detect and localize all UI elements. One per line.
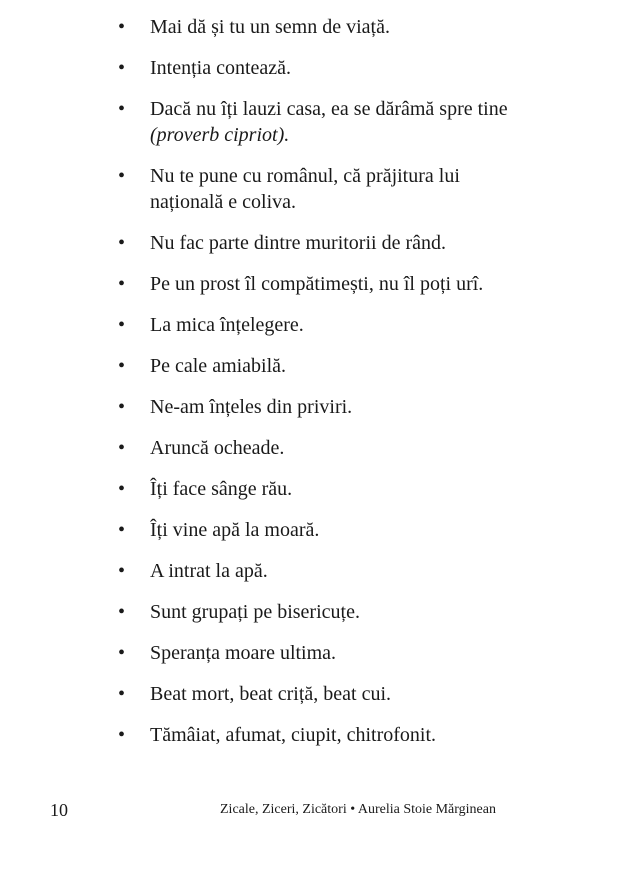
saying-text: Nu fac parte dintre muritorii de rând.: [150, 232, 446, 254]
bullet-icon: •: [118, 396, 126, 418]
saying-text: Ne-am înțeles din priviri.: [150, 396, 353, 418]
list-item: [118, 353, 518, 379]
bullet-icon: •: [118, 314, 126, 336]
bullet-icon: •: [118, 560, 126, 582]
list-item: [118, 640, 518, 666]
bullet-icon: •: [118, 724, 126, 746]
saying-text: Dacă nu îți lauzi casa, ea se dărâmă spre tine: [150, 98, 508, 120]
list-item: [118, 230, 518, 256]
sayings-list: [118, 14, 518, 763]
bullet-icon: •: [118, 601, 126, 623]
saying-text: Mai dă și tu un semn de viață.: [150, 16, 390, 38]
bullet-icon: •: [118, 16, 126, 38]
saying-text: Îți face sânge rău.: [150, 478, 293, 500]
saying-text: Tămâiat, afumat, ciupit, chitrofonit.: [150, 724, 437, 746]
list-item: [118, 599, 518, 625]
saying-text: Beat mort, beat criță, beat cui.: [150, 683, 392, 705]
bullet-icon: •: [118, 165, 126, 187]
list-item: [118, 163, 518, 215]
bullet-icon: •: [118, 355, 126, 377]
saying-text: Sunt grupați pe bisericuțe.: [150, 601, 360, 623]
bullet-icon: •: [118, 57, 126, 79]
list-item: [118, 271, 518, 297]
saying-text: Intenția contează.: [150, 57, 292, 79]
bullet-icon: •: [118, 437, 126, 459]
page-number: 10: [50, 800, 68, 820]
saying-text: Îți vine apă la moară.: [150, 519, 320, 541]
bullet-icon: •: [118, 642, 126, 664]
list-item: [118, 96, 518, 148]
saying-text: La mica înțelegere.: [150, 314, 304, 336]
list-item: [118, 312, 518, 338]
saying-text: A intrat la apă.: [150, 560, 268, 582]
saying-text: Speranța moare ultima.: [150, 642, 337, 664]
bullet-icon: •: [118, 478, 126, 500]
list-item: [118, 435, 518, 461]
bullet-icon: •: [118, 683, 126, 705]
bullet-icon: •: [118, 519, 126, 541]
bullet-icon: •: [118, 232, 126, 254]
saying-text: Pe cale amiabilă.: [150, 355, 287, 377]
running-title: Zicale, Ziceri, Zicători • Aurelia Stoie Mărginean: [220, 802, 496, 817]
saying-text: Pe un prost îl compătimești, nu îl poți urî.: [150, 273, 484, 295]
saying-text: Aruncă ocheade.: [150, 437, 285, 459]
list-item: [118, 517, 518, 543]
saying-text: Nu te pune cu românul, că prăjitura lui națională e coliva.: [150, 165, 460, 213]
list-item: [118, 681, 518, 707]
saying-note: (proverb cipriot).: [150, 124, 290, 146]
list-item: [118, 558, 518, 584]
list-item: [118, 55, 518, 81]
list-item: [118, 14, 518, 40]
list-item: [118, 394, 518, 420]
bullet-icon: •: [118, 98, 126, 120]
list-item: [118, 722, 518, 748]
page-footer: [0, 800, 622, 822]
list-item: [118, 476, 518, 502]
bullet-icon: •: [118, 273, 126, 295]
